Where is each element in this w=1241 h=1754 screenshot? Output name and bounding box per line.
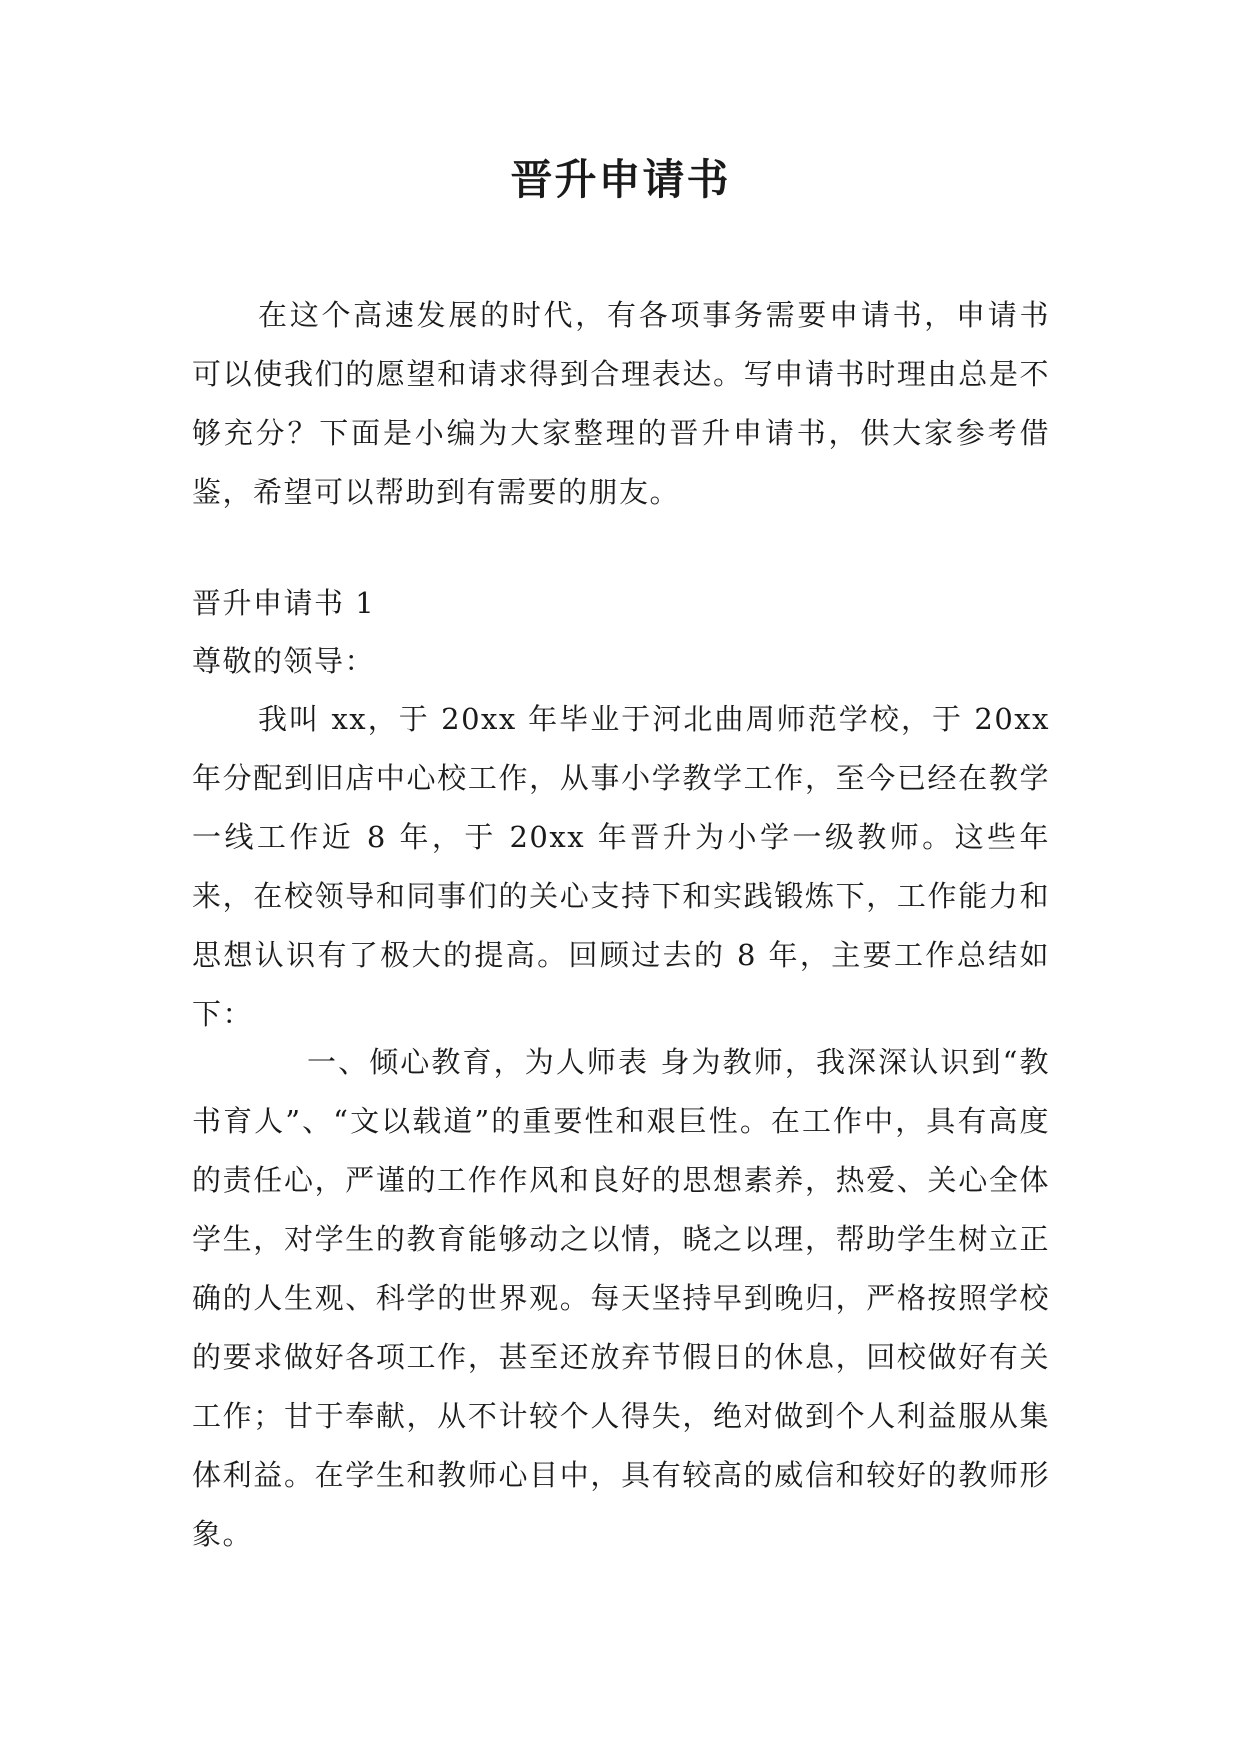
body-paragraph: 一、倾心教育，为人师表 身为教师，我深深认识到“教书育人”、“文以载道”的重要性和艰巨性。在工作中，具有高度的责任心，严谨的工作作风和良好的思想素养，热爱、关心全体学生，对学生的教育能够动之以情，晓之以理，帮助学生树立正确的人生观、科学的世界观。每天坚持早到晚归，严格按照学校的要求做好各项工作，甚至还放弃节假日的休息，回校做好有关工作；甘于奉献，从不计较个人得失，绝对做到个人利益服从集体利益。在学生和教师心目中，具有较高的威信和较好的教师形象。 [192,1045,1050,1551]
document-title: 晋升申请书 [510,155,731,204]
salutation: 尊敬的领导： [192,644,376,678]
body-paragraph: 我叫 xx，于 20xx 年毕业于河北曲周师范学校，于 20xx 年分配到旧店中心校工作，从事小学教学工作，至今已经在教学一线工作近 8 年，于 20xx 年晋升为小学一级教师。这些年来，在校领导和同事们的关心支持下和实践锻炼下，工作能力和思想认识有了极大的提高。回顾过去的 8 年，主要工作总结如下： [192,702,1050,1031]
section-heading: 晋升申请书 1 [192,586,376,620]
intro-paragraph: 在这个高速发展的时代，有各项事务需要申请书，申请书可以使我们的愿望和请求得到合理表达。写申请书时理由总是不够充分？下面是小编为大家整理的晋升申请书，供大家参考借鉴，希望可以帮助到有需要的朋友。 [192,298,1050,509]
